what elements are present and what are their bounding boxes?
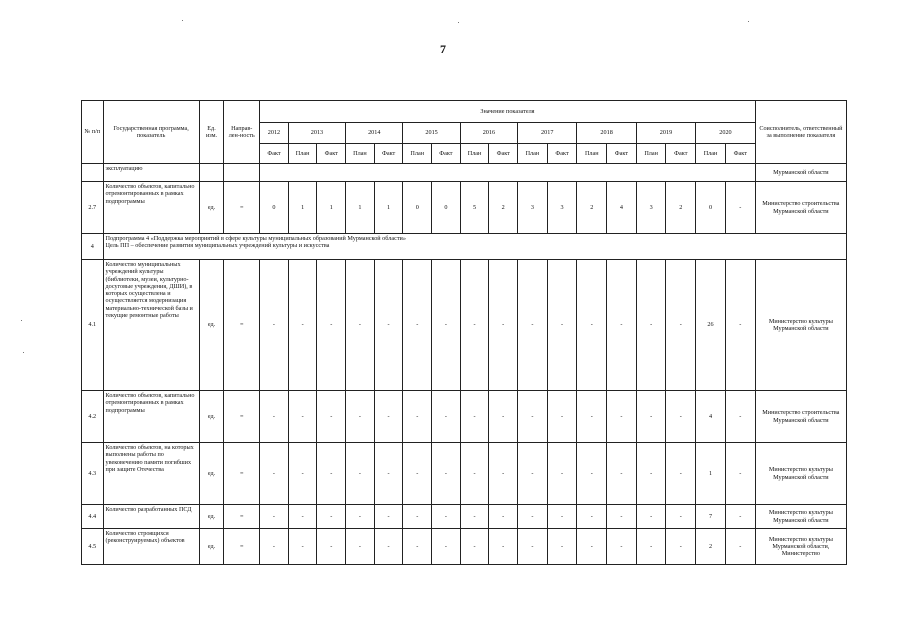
value-cell: -	[260, 260, 289, 391]
subprogram-row	[82, 234, 847, 260]
value-cell: -	[577, 443, 607, 505]
value-cell: -	[346, 505, 375, 529]
value-cell: -	[432, 443, 461, 505]
indicator-name: Количество объектов, на которых выполнены работы по увековечению памяти погибших при защите Отечества	[103, 443, 199, 505]
value-cell: -	[636, 443, 666, 505]
value-cell: 3	[547, 182, 577, 234]
year-header: 2013	[288, 123, 345, 144]
table-row	[82, 529, 847, 565]
col-header-executor: Соисполнитель, ответственный за выполнение показателя	[755, 101, 846, 164]
value-cell: -	[489, 443, 518, 505]
indicator-name: Количество объектов, капитально отремонтированных в рамках подпрограммы	[103, 182, 199, 234]
value-cell: -	[403, 443, 432, 505]
value-cell: -	[288, 529, 317, 565]
fact-header: Факт	[374, 144, 403, 164]
value-cell: 1	[696, 443, 726, 505]
year-header: 2012	[260, 123, 289, 144]
year-header: 2020	[696, 123, 756, 144]
value-cell: -	[607, 260, 637, 391]
value-cell: 5	[460, 182, 489, 234]
value-cell: -	[725, 505, 755, 529]
value-cell: 0	[260, 182, 289, 234]
value-cell: 1	[374, 182, 403, 234]
direction-cell: =	[224, 443, 260, 505]
value-cell: -	[666, 443, 696, 505]
direction-cell: =	[224, 391, 260, 443]
value-cell: -	[460, 505, 489, 529]
value-cell: -	[725, 391, 755, 443]
value-cell: -	[374, 529, 403, 565]
row-number: 2.7	[82, 182, 104, 234]
value-cell: -	[607, 529, 637, 565]
value-cell: -	[317, 391, 346, 443]
col-header-direction: Направ-лен-ность	[224, 101, 260, 164]
row-number: 4.3	[82, 443, 104, 505]
value-cell: -	[317, 260, 346, 391]
year-header: 2017	[518, 123, 577, 144]
value-cell: 4	[696, 391, 726, 443]
plan-header: План	[403, 144, 432, 164]
scan-speck	[748, 21, 749, 22]
unit-cell: ед.	[199, 443, 224, 505]
value-cell: -	[260, 505, 289, 529]
value-cell: -	[346, 443, 375, 505]
value-cell: -	[547, 505, 577, 529]
indicator-name: Количество объектов, капитально отремонтированных в рамках подпрограммы	[103, 391, 199, 443]
value-cell: -	[403, 529, 432, 565]
value-cell: -	[317, 529, 346, 565]
plan-header: План	[460, 144, 489, 164]
fact-header: Факт	[432, 144, 461, 164]
plan-header: План	[346, 144, 375, 164]
table-row	[82, 182, 847, 234]
value-cell: -	[577, 529, 607, 565]
value-cell: 1	[346, 182, 375, 234]
value-cell: -	[346, 529, 375, 565]
value-cell: 0	[696, 182, 726, 234]
value-cell: -	[577, 505, 607, 529]
row-number: 4.1	[82, 260, 104, 391]
indicator-name: Количество муниципальных учреждений культуры (библиотеки, музеи, культурно-досуговые учреждения, ДШИ), в которых осуществлена и осуществляется модернизация материально-технической базы и текущие ремонтные работы	[103, 260, 199, 391]
scan-speck	[23, 352, 24, 353]
subprogram-line-2: Цель ПП – обеспечение развития муниципальных учреждений культуры и искусства	[105, 242, 330, 250]
page-number: 7	[440, 42, 446, 56]
value-cell: -	[547, 391, 577, 443]
value-cell: 0	[403, 182, 432, 234]
value-cell: -	[288, 505, 317, 529]
executor-cell: Министерство культуры Мурманской области	[755, 260, 846, 391]
direction-cell: =	[224, 529, 260, 565]
fact-header: Факт	[725, 144, 755, 164]
value-cell: 1	[317, 182, 346, 234]
value-cell: -	[374, 391, 403, 443]
table-row	[82, 391, 847, 443]
value-cell: -	[547, 260, 577, 391]
value-cell: -	[489, 391, 518, 443]
value-cell: -	[432, 391, 461, 443]
value-cell: -	[317, 505, 346, 529]
plan-header: План	[636, 144, 666, 164]
value-cell: -	[518, 391, 548, 443]
value-cell: -	[346, 391, 375, 443]
fact-header: Факт	[666, 144, 696, 164]
value-cell: -	[725, 529, 755, 565]
value-cell: -	[547, 443, 577, 505]
value-cell: -	[666, 529, 696, 565]
value-cell: -	[577, 260, 607, 391]
value-cell: 2	[577, 182, 607, 234]
value-cell: -	[374, 443, 403, 505]
unit-cell: ед.	[199, 260, 224, 391]
value-cell: -	[460, 529, 489, 565]
value-cell: -	[607, 505, 637, 529]
value-cell: -	[636, 391, 666, 443]
table-row	[82, 260, 847, 391]
value-cell: -	[577, 391, 607, 443]
value-cell: -	[518, 260, 548, 391]
fact-header: Факт	[260, 144, 289, 164]
year-header: 2014	[346, 123, 403, 144]
fact-header: Факт	[317, 144, 346, 164]
value-cell: -	[288, 443, 317, 505]
value-cell: -	[489, 529, 518, 565]
fact-header: Факт	[489, 144, 518, 164]
value-cell: -	[725, 443, 755, 505]
executor-cell: Министерство культуры Мурманской области	[755, 505, 846, 529]
value-cell: -	[460, 391, 489, 443]
scan-speck	[458, 22, 459, 23]
value-cell: 0	[432, 182, 461, 234]
table-row	[82, 443, 847, 505]
value-cell: -	[260, 391, 289, 443]
value-cell: 26	[696, 260, 726, 391]
value-cell: -	[518, 529, 548, 565]
unit-cell: ед.	[199, 391, 224, 443]
value-cell: 2	[666, 182, 696, 234]
plan-header: План	[518, 144, 548, 164]
value-cell: -	[460, 260, 489, 391]
executor-cell: Министерство культуры Мурманской области, Министерство	[755, 529, 846, 565]
executor-cell: Министерство культуры Мурманской области	[755, 443, 846, 505]
value-cell: -	[317, 443, 346, 505]
executor-cell: Министерство строительства Мурманской области	[755, 391, 846, 443]
row-cont-executor: Мурманской области	[755, 164, 846, 182]
value-cell: -	[607, 443, 637, 505]
value-cell: 7	[696, 505, 726, 529]
value-cell: -	[518, 443, 548, 505]
indicators-table	[81, 100, 847, 565]
scan-speck	[182, 20, 183, 21]
indicator-name: Количество разработанных ПСД	[103, 505, 199, 529]
value-cell: -	[260, 443, 289, 505]
value-cell: -	[489, 260, 518, 391]
value-cell: -	[725, 182, 755, 234]
plan-header: План	[696, 144, 726, 164]
subprogram-title	[103, 234, 847, 260]
fact-header: Факт	[607, 144, 637, 164]
value-cell: 1	[288, 182, 317, 234]
value-cell: -	[403, 260, 432, 391]
col-header-value: Значение показателя	[260, 101, 756, 123]
direction-cell: =	[224, 182, 260, 234]
value-cell: -	[288, 260, 317, 391]
value-cell: -	[489, 505, 518, 529]
indicator-name: Количество строящихся (реконструируемых) объектов	[103, 529, 199, 565]
plan-header: План	[288, 144, 317, 164]
value-cell: -	[403, 391, 432, 443]
value-cell: -	[403, 505, 432, 529]
value-cell: -	[666, 391, 696, 443]
year-header: 2015	[403, 123, 460, 144]
value-cell: -	[547, 529, 577, 565]
unit-cell: ед.	[199, 505, 224, 529]
executor-cell: Министерство строительства Мурманской области	[755, 182, 846, 234]
plan-header: План	[577, 144, 607, 164]
direction-cell: =	[224, 260, 260, 391]
scan-speck	[21, 320, 22, 321]
value-cell: -	[607, 391, 637, 443]
col-header-num: № п/п	[82, 101, 104, 164]
value-cell: 2	[489, 182, 518, 234]
col-header-program: Государственная программа, показатель	[103, 101, 199, 164]
value-cell: -	[666, 260, 696, 391]
value-cell: 2	[696, 529, 726, 565]
unit-cell: ед.	[199, 182, 224, 234]
year-header: 2016	[460, 123, 517, 144]
row-number: 4.2	[82, 391, 104, 443]
value-cell: -	[518, 505, 548, 529]
subprogram-line-1: Подпрограмма 4 «Поддержка мероприятий в сфере культуры муниципальных образований Мурманской области»	[105, 235, 406, 242]
col-header-unit: Ед. изм.	[199, 101, 224, 164]
table-row	[82, 505, 847, 529]
row-cont-text: эксплуатацию	[103, 164, 199, 182]
value-cell: 4	[607, 182, 637, 234]
value-cell: -	[374, 505, 403, 529]
value-cell: -	[725, 260, 755, 391]
value-cell: -	[666, 505, 696, 529]
value-cell: -	[432, 529, 461, 565]
value-cell: -	[432, 260, 461, 391]
year-header: 2018	[577, 123, 636, 144]
value-cell: -	[636, 529, 666, 565]
value-cell: -	[636, 260, 666, 391]
subprogram-num: 4	[82, 234, 104, 260]
value-cell: -	[374, 260, 403, 391]
row-number: 4.4	[82, 505, 104, 529]
unit-cell: ед.	[199, 529, 224, 565]
value-cell: 3	[518, 182, 548, 234]
year-header: 2019	[636, 123, 695, 144]
table-row	[82, 164, 847, 182]
value-cell: -	[288, 391, 317, 443]
value-cell: -	[460, 443, 489, 505]
value-cell: 3	[636, 182, 666, 234]
value-cell: -	[636, 505, 666, 529]
value-cell: -	[260, 529, 289, 565]
fact-header: Факт	[547, 144, 577, 164]
row-number: 4.5	[82, 529, 104, 565]
value-cell: -	[432, 505, 461, 529]
value-cell: -	[346, 260, 375, 391]
direction-cell: =	[224, 505, 260, 529]
